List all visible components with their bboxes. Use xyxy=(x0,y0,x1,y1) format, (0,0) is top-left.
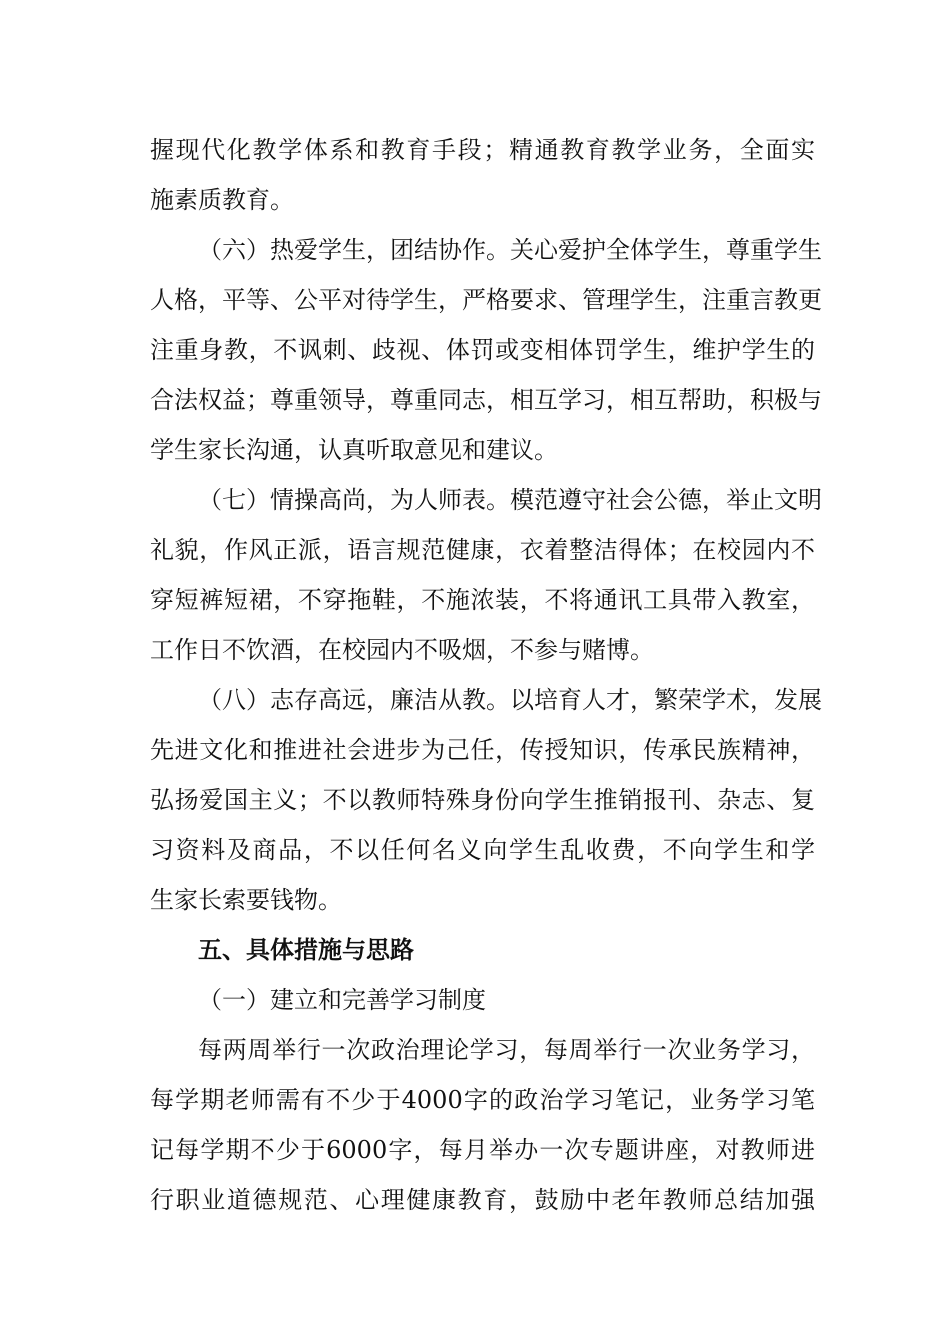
text-line: 人格，平等、公平对待学生，严格要求、管理学生，注重言教更 xyxy=(150,286,822,314)
paragraph-7-start: （七）情操高尚，为人师表。模范遵守社会公德，举止文明 xyxy=(198,486,822,514)
text-line: 注重身教，不讽刺、歧视、体罚或变相体罚学生，维护学生的 xyxy=(150,336,815,364)
text-line: 行职业道德规范、心理健康教育，鼓励中老年教师总结加强 xyxy=(150,1186,815,1214)
text-line: 先进文化和推进社会进步为己任，传授知识，传承民族精神， xyxy=(150,736,815,764)
text-line: 施素质教育。 xyxy=(150,186,294,214)
text-line: 握现代化教学体系和教育手段；精通教育教学业务，全面实 xyxy=(150,136,815,164)
subsection-heading: （一）建立和完善学习制度 xyxy=(198,986,486,1014)
text-line: 学生家长沟通，认真听取意见和建议。 xyxy=(150,436,558,464)
paragraph-6-start: （六）热爱学生，团结协作。关心爱护全体学生，尊重学生 xyxy=(198,236,822,264)
text-line: 礼貌，作风正派，语言规范健康，衣着整洁得体；在校园内不 xyxy=(150,536,815,564)
text-line: 生家长索要钱物。 xyxy=(150,886,342,914)
text-line: 习资料及商品，不以任何名义向学生乱收费，不向学生和学 xyxy=(150,836,815,864)
text-line: 每学期老师需有不少于4000字的政治学习笔记，业务学习笔 xyxy=(150,1086,815,1114)
text-line: 合法权益；尊重领导，尊重同志，相互学习，相互帮助，积极与 xyxy=(150,386,822,414)
paragraph-8-start: （八）志存高远，廉洁从教。以培育人才，繁荣学术，发展 xyxy=(198,686,822,714)
text-line: 记每学期不少于6000字，每月举办一次专题讲座，对教师进 xyxy=(150,1136,815,1164)
section-heading: 五、具体措施与思路 xyxy=(198,935,414,964)
text-line: 穿短裤短裙，不穿拖鞋，不施浓装，不将通讯工具带入教室， xyxy=(150,586,815,614)
text-line: 弘扬爱国主义；不以教师特殊身份向学生推销报刊、杂志、复 xyxy=(150,786,815,814)
paragraph-start: 每两周举行一次政治理论学习，每周举行一次业务学习， xyxy=(198,1036,815,1064)
text-line: 工作日不饮酒，在校园内不吸烟，不参与赌博。 xyxy=(150,636,654,664)
